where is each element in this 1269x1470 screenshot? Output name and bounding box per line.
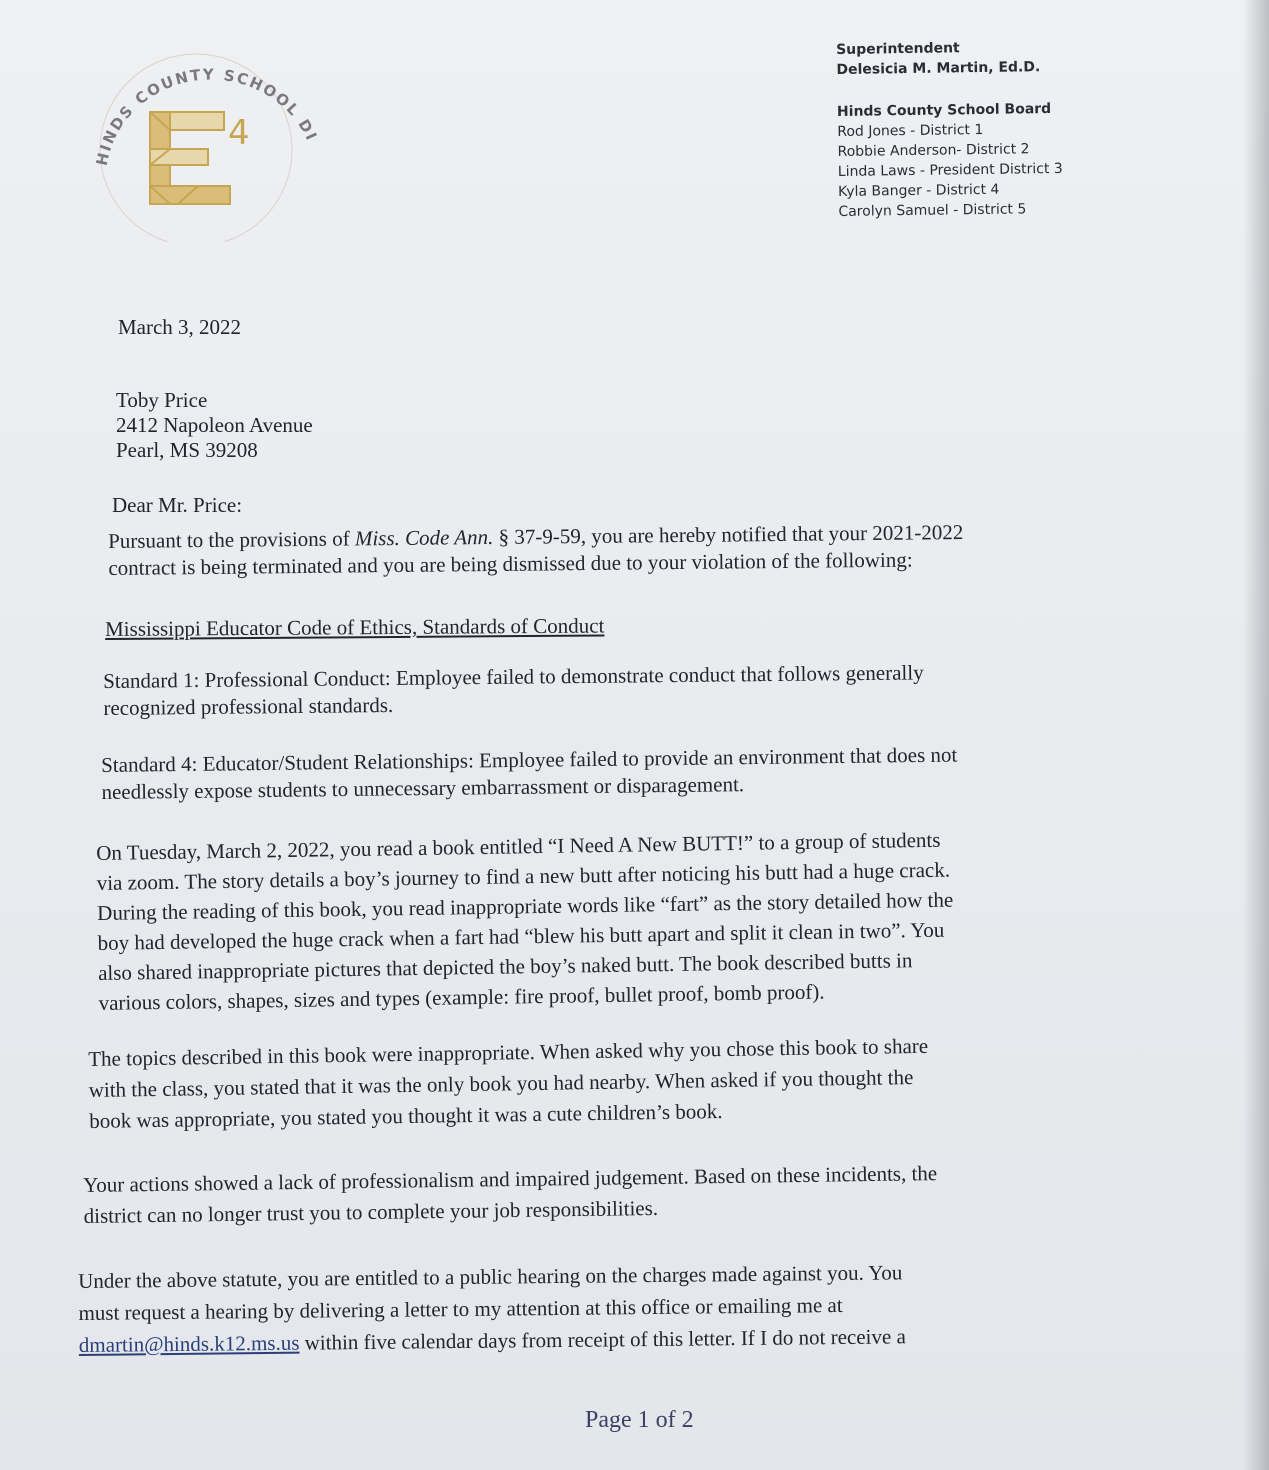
recipient-name: Toby Price <box>116 388 208 412</box>
actions-line: district can no longer trust you to complete your job responsibilities. <box>83 1195 659 1228</box>
incident-paragraph <box>96 825 955 1018</box>
standard-1-line: recognized professional standards. <box>103 692 394 720</box>
email-link[interactable]: dmartin@hinds.k12.ms.us <box>78 1330 300 1357</box>
hearing-line: within five calendar days from receipt of this letter. If I do not receive a <box>299 1324 906 1355</box>
board-member: Robbie Anderson- District 2 <box>837 141 1030 160</box>
board-member: Kyla Banger - District 4 <box>838 181 1000 200</box>
board-member: Carolyn Samuel - District 5 <box>838 201 1027 220</box>
topics-line: with the class, you stated that it was the only book you had nearby. When asked if you thought the <box>88 1065 914 1102</box>
incident-line: boy had developed the huge crack when a fart had “blew his butt apart and split it clean in two”. You <box>97 917 945 955</box>
topics-paragraph <box>88 1031 929 1137</box>
district-seal-icon <box>78 52 328 242</box>
superintendent-name: Delesicia M. Martin, Ed.D. <box>836 59 1041 78</box>
topics-line: book was appropriate, you stated you thought it was a cute children’s book. <box>89 1099 723 1133</box>
actions-paragraph <box>83 1158 938 1232</box>
incident-line: various colors, shapes, sizes and types (example: fire proof, bullet proof, bomb proof). <box>98 979 825 1015</box>
incident-line: via zoom. The story details a boy’s journey to find a new butt after noticing his butt had a huge crack. <box>96 857 951 895</box>
topics-line: The topics described in this book were inappropriate. When asked why you chose this book to share <box>88 1033 929 1071</box>
hearing-line: must request a hearing by delivering a letter to my attention at this office or emailing me at <box>78 1292 843 1325</box>
salutation: Dear Mr. Price: <box>112 493 243 517</box>
actions-line: Your actions showed a lack of professionalism and impaired judgement. Based on these incidents, the <box>83 1161 938 1197</box>
standard-4-line: needlessly expose students to unnecessary embarrassment or disparagement. <box>101 772 745 804</box>
hearing-paragraph <box>78 1256 906 1361</box>
board-member: Rod Jones - District 1 <box>837 121 984 140</box>
section-heading: Mississippi Educator Code of Ethics, Standards of Conduct <box>105 613 605 641</box>
standard-4 <box>101 742 958 806</box>
notice-text: contract is being terminated and you are being dismissed due to your violation of the following: <box>108 547 913 580</box>
page-number: Page 1 of 2 <box>585 1407 694 1433</box>
superintendent-title: Superintendent <box>836 40 960 58</box>
board-title: Hinds County School Board <box>836 101 1052 120</box>
recipient-street: 2412 Napoleon Avenue <box>116 413 313 437</box>
incident-line: During the reading of this book, you read inappropriate words like “fart” as the story detailed how the <box>96 887 954 925</box>
standard-1 <box>103 659 924 722</box>
district-logo <box>78 52 328 242</box>
page-shadow <box>1243 0 1269 1470</box>
logo-sup-text: 4 <box>228 113 250 153</box>
logo-arc-text: HINDS COUNTY SCHOOL DI <box>92 65 322 168</box>
standard-4-line: Standard 4: Educator/Student Relationships: Employee failed to provide an environment that does not <box>101 742 958 777</box>
incident-line: also shared inappropriate pictures that depicted the boy’s naked butt. The book described butts in <box>97 948 913 985</box>
incident-line: On Tuesday, March 2, 2022, you read a book entitled “I Need A New BUTT!” to a group of students <box>96 827 941 865</box>
recipient-block <box>116 388 313 463</box>
board-member: Linda Laws - President District 3 <box>837 160 1063 180</box>
standard-1-line: Standard 1: Professional Conduct: Employee failed to demonstrate conduct that follows generally <box>103 660 924 693</box>
letterhead <box>836 34 1239 222</box>
code-citation: Miss. Code Ann. <box>354 524 494 551</box>
notice-text: § 37-9-59, you are hereby notified that your 2021-2022 <box>493 520 964 549</box>
notice-text: Pursuant to the provisions of <box>108 526 355 553</box>
letter-date: March 3, 2022 <box>118 315 242 339</box>
recipient-city: Pearl, MS 39208 <box>116 438 258 462</box>
notice-paragraph <box>108 519 964 582</box>
hearing-line: Under the above statute, you are entitled to a public hearing on the charges made against you. You <box>78 1260 903 1293</box>
